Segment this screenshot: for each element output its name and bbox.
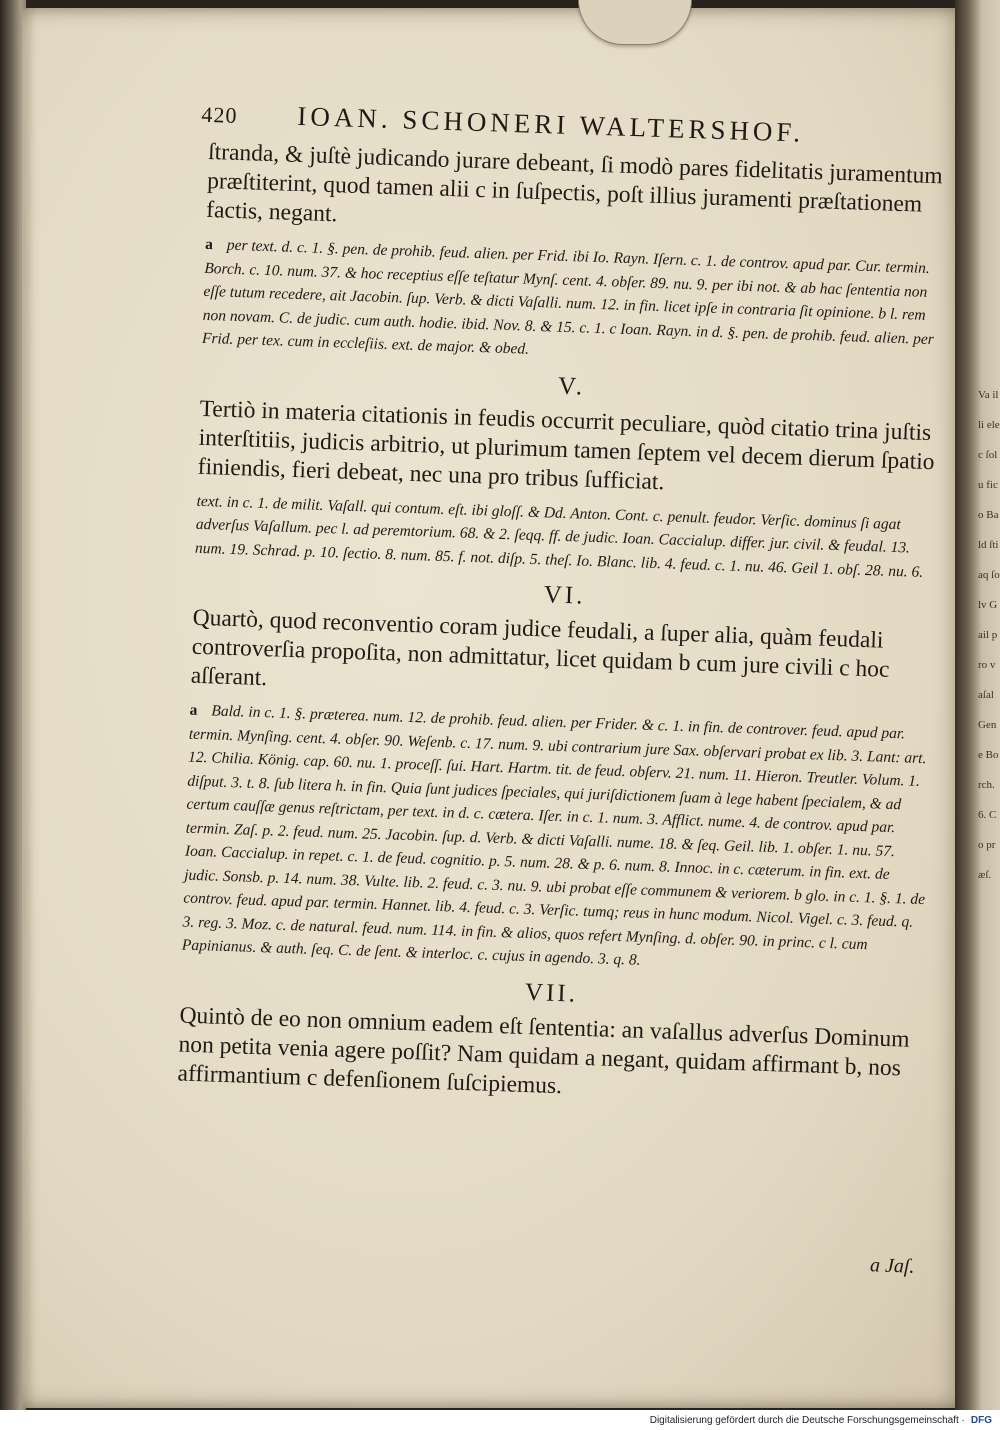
paragraph: ſtranda, & juſtè judicando jurare debeant, ſi modò pares fidelitatis juramentum præſtiterint, quod tamen alii c in ſuſpectis, poſt illius juramenti præſtationem factis, negant.	[205, 138, 944, 228]
footnote-block	[202, 233, 947, 375]
dfg-logo: DFG	[970, 1414, 992, 1426]
paragraph: Quintò de eo non omnium eadem eſt ſententia: an vaſallus adverſus Dominum non petita venia agere poſſit? Nam quidam a negant, quidam affirmant b, nos affirmantium c defenſionem ſuſcipiemus.	[177, 1002, 910, 1099]
facing-page-fragments: Va illi elec ſolu fico Bald ſtiaq ſolv Gail pro vaſal Gene Borch. 6. Co præſ.	[978, 389, 1000, 881]
footnote-text: Bald. in c. 1. §. præterea. num. 12. de prohib. feud. alien. per Frider. & c. 1. in fin. de controver. feud. apud par. termin. Mynſing. cent. 4. obſer. 90. Weſenb. c. 17. num. 9. ubi contrarium jure Sax. obſervari probat ex lib. 3. Lant: art. 12. Chilia. König. cap. 60. nu. 1. proceſſ. ſui. Hart. Hartm. tit. de feud. obſerv. 21. num. 11. Hieron. Treutler. Volum. 1. diſput. 3. t. 8. ſub litera h. in fin. Quia ſunt judices ſpeciales, qui juriſdictionem ſuam à lege habent ſpecialem, & ad certum cauſſæ genus reſtrictam, per text. in d. c. cætera. Iſer. in c. 1. num. 3. Afflict. nume. 4. de controv. apud par. termin. Zaſ. p. 2. feud. num. 25. Jacobin. ſup. d. Verb. & dicti Vaſalli. nume. 18. & ſeq. Geil. lib. 1. obſer. 1. nu. 57. Ioan. Caccialup. in repet. c. 1. de feud. cognitio. p. 5. num. 28. & p. 6. num. 8. Innoc. in c. cæterum. in fin. ext. de judic. Sonsb. p. 14. num. 38. Vulte. lib. 2. feud. c. 3. nu. 9. ubi probat eſſe communem & veriorem. b glo. in c. 1. §. 1. de controv. feud. apud par. termin. Hannet. lib. 4. feud. c. 3. Verſic. tumq; reus in hunc modum. Nicol. Vigel. c. 3. feud. q. 3. reg. 3. Moz. c. de natural. feud. num. 114. in fin. & alios, quos refert Mynſing. d. obſer. 90. in princ. c l. cum Papinianus. & auth. ſeq. C. de ſent. & interloc. c. cujus in agendo. 3. q. 8.	[181, 702, 927, 969]
footnote-block: text. in c. 1. de milit. Vaſall. qui contum. eſt. ibi gloſſ. & Dd. Anton. Cont. c. penult. feudor. Verſic. dominus ſi agat adverſus Vaſallum. pec l. ad peremtorium. 68. & 2. ſeqq. ff. de judic. Ioan. Caccialup. differ. jur. civil. & feudal. 13. num. 19. Schrad. p. 10. ſectio. 8. num. 85. f. not. diſp. 5. theſ. Io. Blanc. lib. 4. feud. c. 1. nu. 46. Geil 1. obſ. 28. nu. 6.	[194, 492, 924, 581]
footnote-block	[182, 699, 932, 982]
page-text	[177, 98, 951, 1113]
footnote-marker: a	[204, 235, 214, 254]
funding-credit: Digitalisierung gefördert durch die Deutsche Forschungsgemeinschaft ·	[649, 1414, 965, 1426]
section-number: V.	[557, 372, 586, 401]
footnote-text: per text. d. c. 1. §. pen. de prohib. feud. alien. per Frid. ibi Io. Rayn. Iſern. c. 1. de controv. apud par. Cur. termin. Borch. c. 10. num. 37. & hoc receptius eſſe teſtatur Mynſ. cent. 4. obſer. 89. nu. 9. per ibi not. & ab hac ſententia non eſſe tutum recedere, ait Jacobin. ſup. Verb. & dicti Vaſalli. num. 12. in fin. licet ipſe in contraria ſit opinione. b l. rem non novam. C. de judic. cum auth. hodie. ibid. Nov. 8. & 15. c. 1. c Ioan. Rayn. in d. §. pen. de prohib. feud. alien. per Frid. per tex. cum in eccleſiis. ext. de major. & obed.	[201, 236, 935, 358]
section-number: VI.	[543, 581, 586, 610]
catchword: a Jaſ.	[869, 1254, 915, 1278]
running-title: IOAN. SCHONERI WALTERSHOF.	[296, 100, 805, 148]
footnote-marker: a	[189, 701, 198, 719]
section-number: VII.	[524, 978, 579, 1008]
paragraph: Quartò, quod reconventio coram judice feudali, a ſuper alia, quàm feudali controverſia propoſita, non admittatur, licet quidam b cum jure civili c hoc aſſerant.	[190, 604, 890, 692]
digitization-footer	[0, 1410, 1000, 1430]
paragraph: Tertiò in materia citationis in feudis occurrit peculiare, quòd citatio trina juſtis interſtitiis, judicis arbitrio, ut plurimum tamen ſeptem vel decem dierum ſpatio finiendis, fieri debeat, nec una pro tribus ſufficiat.	[197, 395, 935, 495]
page-number: 420	[201, 101, 238, 128]
